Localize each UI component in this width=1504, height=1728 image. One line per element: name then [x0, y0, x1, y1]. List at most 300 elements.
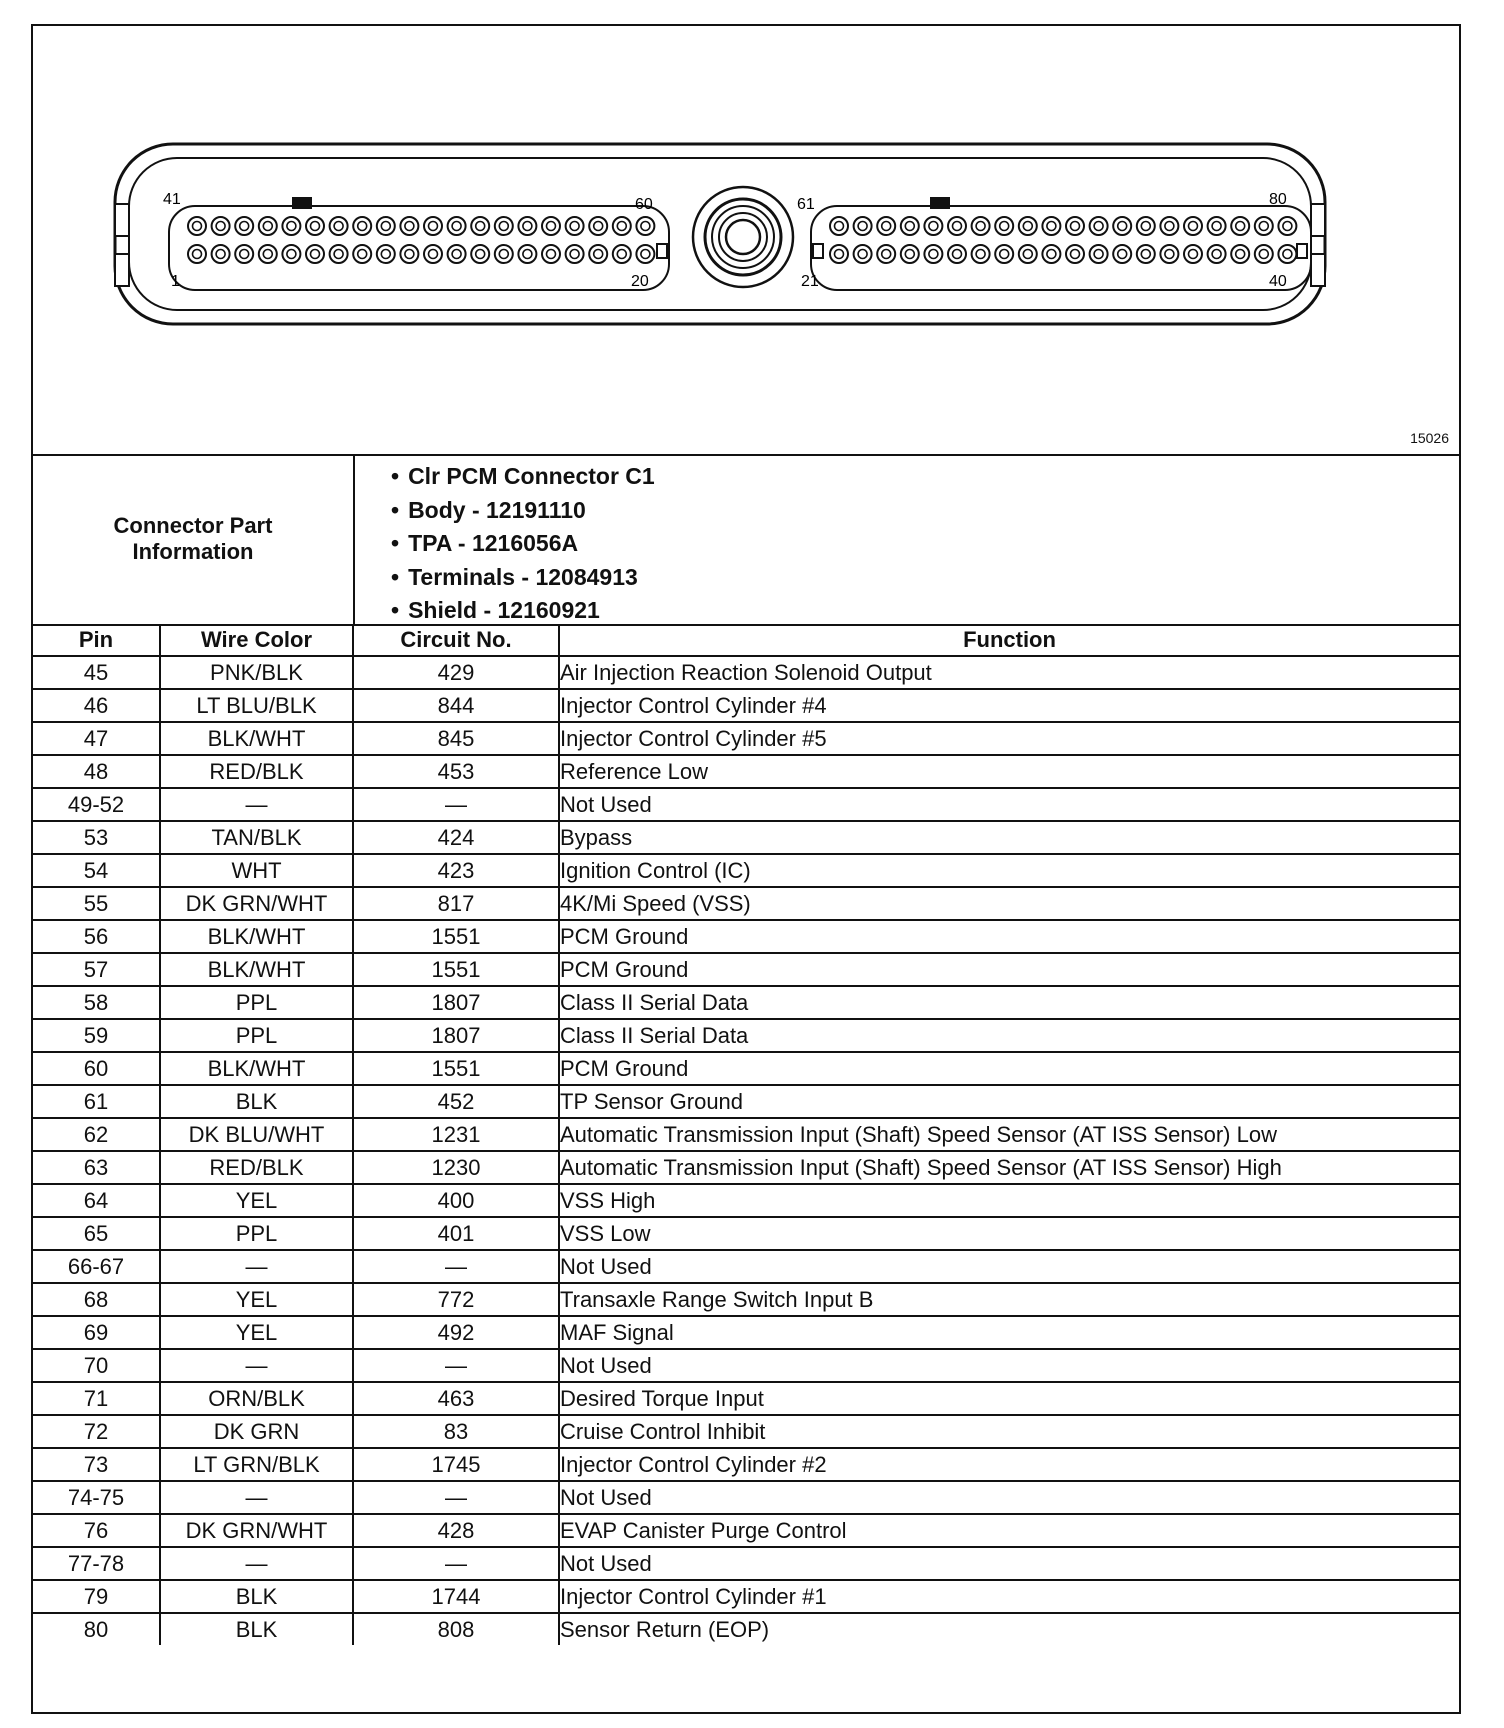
pin-hole — [471, 217, 489, 235]
pin-cell: 61 — [33, 1085, 160, 1118]
function-cell: EVAP Canister Purge Control — [559, 1514, 1459, 1547]
circuit-cell: 429 — [353, 656, 559, 689]
pin-hole-inner — [1236, 250, 1245, 259]
circuit-cell: 1230 — [353, 1151, 559, 1184]
pin-hole-inner — [334, 222, 343, 231]
center-boss-ring-2 — [712, 206, 774, 268]
function-cell: Not Used — [559, 1349, 1459, 1382]
wire-color-cell: DK GRN/WHT — [160, 887, 353, 920]
function-cell: Cruise Control Inhibit — [559, 1415, 1459, 1448]
pin-cell: 76 — [33, 1514, 160, 1547]
pin-cell: 69 — [33, 1316, 160, 1349]
connector-part-info-label-text: Connector Part Information — [113, 513, 273, 564]
pin-cell: 59 — [33, 1019, 160, 1052]
pin-cell: 48 — [33, 755, 160, 788]
wire-color-cell: DK GRN/WHT — [160, 1514, 353, 1547]
pin-hole — [854, 245, 872, 263]
part-item: • TPA - 1216056A — [391, 527, 655, 561]
center-boss-ring-1 — [705, 199, 781, 275]
pin-hole-inner — [429, 250, 438, 259]
figure-number: 15026 — [1410, 430, 1449, 446]
pin-cell: 80 — [33, 1613, 160, 1645]
function-cell: Desired Torque Input — [559, 1382, 1459, 1415]
circuit-cell: 423 — [353, 854, 559, 887]
pin-hole-inner — [405, 222, 414, 231]
pin-hole — [1231, 217, 1249, 235]
pin-hole — [400, 245, 418, 263]
table-row — [33, 1448, 1459, 1481]
pin-cell: 53 — [33, 821, 160, 854]
pin-hole — [948, 217, 966, 235]
pin-hole — [877, 217, 895, 235]
pin-cell: 73 — [33, 1448, 160, 1481]
pin-hole-inner — [835, 250, 844, 259]
circuit-cell: 1551 — [353, 920, 559, 953]
pin-hole — [1278, 217, 1296, 235]
pin-hole-inner — [1141, 250, 1150, 259]
pin-hole — [188, 217, 206, 235]
circuit-cell: 401 — [353, 1217, 559, 1250]
wire-color-cell: BLK/WHT — [160, 953, 353, 986]
table-row — [33, 1151, 1459, 1184]
circuit-cell: — — [353, 1250, 559, 1283]
function-cell: Bypass — [559, 821, 1459, 854]
left-latch-bottom — [115, 254, 129, 286]
pin-hole — [306, 245, 324, 263]
pin-hole — [188, 245, 206, 263]
pin-hole-inner — [1283, 222, 1292, 231]
header-pin: Pin — [33, 624, 160, 656]
function-cell: Injector Control Cylinder #5 — [559, 722, 1459, 755]
pin-hole-inner — [334, 250, 343, 259]
pin-hole-inner — [358, 222, 367, 231]
pin-hole-inner — [1283, 250, 1292, 259]
pin-hole — [972, 217, 990, 235]
function-cell: VSS High — [559, 1184, 1459, 1217]
pin-hole — [1066, 245, 1084, 263]
table-row — [33, 1481, 1459, 1514]
pin-hole — [400, 217, 418, 235]
pin-hole — [566, 245, 584, 263]
pin-label-41: 41 — [163, 191, 181, 208]
pin-cell: 64 — [33, 1184, 160, 1217]
pin-hole — [972, 245, 990, 263]
pin-hole — [448, 245, 466, 263]
pin-hole-inner — [1094, 222, 1103, 231]
wire-color-cell: BLK — [160, 1085, 353, 1118]
wire-color-cell: YEL — [160, 1184, 353, 1217]
pin-hole — [995, 245, 1013, 263]
part-item: • Body - 12191110 — [391, 494, 655, 528]
pin-hole — [566, 217, 584, 235]
pin-hole-inner — [287, 222, 296, 231]
table-row — [33, 1415, 1459, 1448]
pin-hole-inner — [216, 250, 225, 259]
pin-hole-inner — [240, 222, 249, 231]
pin-hole-inner — [216, 222, 225, 231]
pin-hole — [1113, 217, 1131, 235]
pin-hole-inner — [1023, 250, 1032, 259]
wire-color-cell: BLK/WHT — [160, 920, 353, 953]
center-boss-bolt — [726, 220, 760, 254]
pin-hole-inner — [1165, 250, 1174, 259]
pin-cell: 65 — [33, 1217, 160, 1250]
table-row — [33, 986, 1459, 1019]
table-row — [33, 821, 1459, 854]
pin-hole-inner — [953, 222, 962, 231]
pin-cell: 66-67 — [33, 1250, 160, 1283]
pin-hole — [924, 245, 942, 263]
left-polarity-marker — [292, 197, 312, 209]
circuit-cell: 772 — [353, 1283, 559, 1316]
circuit-cell: 844 — [353, 689, 559, 722]
function-cell: Not Used — [559, 1547, 1459, 1580]
pin-hole — [1090, 245, 1108, 263]
pin-hole-inner — [617, 222, 626, 231]
pin-cell: 49-52 — [33, 788, 160, 821]
table-row — [33, 722, 1459, 755]
pin-cell: 57 — [33, 953, 160, 986]
table-row — [33, 887, 1459, 920]
pin-label-61: 61 — [797, 196, 815, 213]
wire-color-cell: LT GRN/BLK — [160, 1448, 353, 1481]
circuit-cell: 452 — [353, 1085, 559, 1118]
pin-hole — [259, 245, 277, 263]
pin-label-40: 40 — [1269, 273, 1287, 290]
pin-hole-inner — [905, 250, 914, 259]
pin-cell: 74-75 — [33, 1481, 160, 1514]
function-cell: Reference Low — [559, 755, 1459, 788]
circuit-cell: 1744 — [353, 1580, 559, 1613]
part-item: • Shield - 12160921 — [391, 594, 655, 628]
pin-hole-inner — [976, 250, 985, 259]
pin-hole-inner — [358, 250, 367, 259]
table-row — [33, 1613, 1459, 1645]
pin-cell: 47 — [33, 722, 160, 755]
pin-hole-inner — [594, 250, 603, 259]
table-row — [33, 1118, 1459, 1151]
pin-hole — [1208, 217, 1226, 235]
pin-hole — [1042, 245, 1060, 263]
circuit-cell: 83 — [353, 1415, 559, 1448]
pin-hole — [330, 217, 348, 235]
table-row — [33, 689, 1459, 722]
pin-hole — [1019, 217, 1037, 235]
pin-hole — [495, 217, 513, 235]
function-cell: Injector Control Cylinder #4 — [559, 689, 1459, 722]
table-row — [33, 1283, 1459, 1316]
function-cell: Class II Serial Data — [559, 986, 1459, 1019]
pin-hole — [353, 217, 371, 235]
right-latch-top — [1311, 204, 1325, 236]
circuit-cell: 1745 — [353, 1448, 559, 1481]
pin-cell: 70 — [33, 1349, 160, 1382]
function-cell: Not Used — [559, 1481, 1459, 1514]
table-row — [33, 1547, 1459, 1580]
pin-hole-inner — [499, 250, 508, 259]
table-row — [33, 1580, 1459, 1613]
pin-hole-inner — [547, 250, 556, 259]
pin-hole-inner — [263, 250, 272, 259]
pin-hole — [589, 245, 607, 263]
pin-hole — [259, 217, 277, 235]
pin-hole — [353, 245, 371, 263]
pin-hole — [330, 245, 348, 263]
pin-hole — [1184, 245, 1202, 263]
wire-color-cell: DK GRN — [160, 1415, 353, 1448]
pin-cell: 63 — [33, 1151, 160, 1184]
connector-part-info-label — [33, 454, 355, 624]
function-cell: MAF Signal — [559, 1316, 1459, 1349]
pin-cell: 68 — [33, 1283, 160, 1316]
table-row — [33, 788, 1459, 821]
pin-hole-inner — [1094, 250, 1103, 259]
function-cell: 4K/Mi Speed (VSS) — [559, 887, 1459, 920]
circuit-cell: — — [353, 1481, 559, 1514]
pin-cell: 55 — [33, 887, 160, 920]
pin-hole-inner — [1118, 222, 1127, 231]
pin-hole — [901, 217, 919, 235]
pin-hole — [518, 217, 536, 235]
wire-color-cell: YEL — [160, 1316, 353, 1349]
wire-color-cell: PNK/BLK — [160, 656, 353, 689]
wire-color-cell: — — [160, 1481, 353, 1514]
wire-color-cell: BLK — [160, 1580, 353, 1613]
pin-hole — [589, 217, 607, 235]
pin-hole — [1184, 217, 1202, 235]
pin-hole-inner — [1165, 222, 1174, 231]
pin-hole-inner — [976, 222, 985, 231]
pin-hole — [377, 245, 395, 263]
table-row — [33, 1316, 1459, 1349]
pin-hole-inner — [1047, 250, 1056, 259]
pin-hole — [1231, 245, 1249, 263]
right-key-inner — [813, 244, 823, 258]
circuit-cell: 463 — [353, 1382, 559, 1415]
pin-hole-inner — [240, 250, 249, 259]
header-wire-color: Wire Color — [160, 624, 353, 656]
circuit-cell: 817 — [353, 887, 559, 920]
pin-hole-inner — [1071, 222, 1080, 231]
pin-hole — [924, 217, 942, 235]
pin-hole-inner — [1071, 250, 1080, 259]
function-cell: Not Used — [559, 1250, 1459, 1283]
pin-hole — [306, 217, 324, 235]
pin-hole-inner — [523, 222, 532, 231]
circuit-cell: 492 — [353, 1316, 559, 1349]
pin-hole-inner — [1118, 250, 1127, 259]
right-polarity-marker — [930, 197, 950, 209]
pin-hole — [830, 245, 848, 263]
wire-color-cell: RED/BLK — [160, 755, 353, 788]
table-row — [33, 1085, 1459, 1118]
pin-hole — [282, 245, 300, 263]
wire-color-cell: RED/BLK — [160, 1151, 353, 1184]
pin-hole-inner — [452, 222, 461, 231]
pin-hole-inner — [570, 222, 579, 231]
pin-hole-inner — [858, 250, 867, 259]
right-latch-bottom — [1311, 254, 1325, 286]
pin-hole-inner — [1212, 222, 1221, 231]
table-row — [33, 1250, 1459, 1283]
function-cell: PCM Ground — [559, 1052, 1459, 1085]
pin-hole-inner — [641, 250, 650, 259]
pin-hole — [1137, 217, 1155, 235]
pin-hole-inner — [405, 250, 414, 259]
pin-hole-inner — [617, 250, 626, 259]
circuit-cell: — — [353, 1547, 559, 1580]
pin-holes — [188, 217, 1296, 263]
pin-hole — [212, 217, 230, 235]
pin-hole-inner — [882, 222, 891, 231]
pin-hole-inner — [452, 250, 461, 259]
wire-color-cell: DK BLU/WHT — [160, 1118, 353, 1151]
wire-color-cell: BLK/WHT — [160, 722, 353, 755]
function-cell: Automatic Transmission Input (Shaft) Speed Sensor (AT ISS Sensor) Low — [559, 1118, 1459, 1151]
table-row — [33, 1184, 1459, 1217]
table-row — [33, 1349, 1459, 1382]
connector-diagram — [33, 26, 1459, 456]
pin-hole-inner — [499, 222, 508, 231]
pin-hole — [1160, 217, 1178, 235]
connector-part-list — [391, 460, 655, 628]
table-row — [33, 854, 1459, 887]
function-cell: PCM Ground — [559, 953, 1459, 986]
pin-hole — [542, 245, 560, 263]
wire-color-cell: — — [160, 1349, 353, 1382]
pin-cell: 79 — [33, 1580, 160, 1613]
pin-hole-inner — [953, 250, 962, 259]
wire-color-cell: TAN/BLK — [160, 821, 353, 854]
table-row — [33, 1052, 1459, 1085]
pin-hole-inner — [193, 222, 202, 231]
part-item: • Clr PCM Connector C1 — [391, 460, 655, 494]
circuit-cell: 453 — [353, 755, 559, 788]
table-row — [33, 755, 1459, 788]
pin-hole — [448, 217, 466, 235]
pin-hole-inner — [905, 222, 914, 231]
pin-hole — [995, 217, 1013, 235]
pin-hole — [948, 245, 966, 263]
circuit-cell: 1807 — [353, 986, 559, 1019]
pin-cell: 71 — [33, 1382, 160, 1415]
function-cell: Sensor Return (EOP) — [559, 1613, 1459, 1645]
pin-cell: 62 — [33, 1118, 160, 1151]
pin-hole — [1255, 245, 1273, 263]
wire-color-cell: BLK/WHT — [160, 1052, 353, 1085]
pin-hole — [1255, 217, 1273, 235]
table-row — [33, 953, 1459, 986]
pin-hole-inner — [311, 250, 320, 259]
pin-hole — [212, 245, 230, 263]
table-header-row — [33, 624, 1459, 656]
pin-hole-inner — [1141, 222, 1150, 231]
pin-cell: 54 — [33, 854, 160, 887]
pin-hole-inner — [594, 222, 603, 231]
pin-hole — [471, 245, 489, 263]
pin-hole-inner — [929, 222, 938, 231]
table-row — [33, 1019, 1459, 1052]
pin-hole — [1090, 217, 1108, 235]
pin-hole-inner — [1189, 222, 1198, 231]
pin-hole-inner — [476, 250, 485, 259]
pin-hole-inner — [1023, 222, 1032, 231]
pin-hole-inner — [263, 222, 272, 231]
pin-hole — [854, 217, 872, 235]
table-row — [33, 656, 1459, 689]
center-boss — [693, 187, 793, 287]
circuit-cell: 1807 — [353, 1019, 559, 1052]
pin-hole-inner — [882, 250, 891, 259]
pin-hole — [1042, 217, 1060, 235]
pin-hole — [282, 217, 300, 235]
wire-color-cell: YEL — [160, 1283, 353, 1316]
right-key-outer — [1297, 244, 1307, 258]
pin-hole-inner — [1000, 250, 1009, 259]
pin-hole — [636, 245, 654, 263]
pin-hole-inner — [1000, 222, 1009, 231]
pin-hole — [613, 217, 631, 235]
wire-color-cell: PPL — [160, 986, 353, 1019]
pin-hole — [1066, 217, 1084, 235]
pin-hole — [518, 245, 536, 263]
function-cell: PCM Ground — [559, 920, 1459, 953]
pin-hole — [613, 245, 631, 263]
pinout-table — [33, 624, 1459, 1645]
circuit-cell: — — [353, 1349, 559, 1382]
function-cell: Not Used — [559, 788, 1459, 821]
pin-hole-inner — [641, 222, 650, 231]
circuit-cell: 400 — [353, 1184, 559, 1217]
wire-color-cell: LT BLU/BLK — [160, 689, 353, 722]
circuit-cell: 1231 — [353, 1118, 559, 1151]
pin-hole — [495, 245, 513, 263]
pin-hole — [1208, 245, 1226, 263]
table-row — [33, 1514, 1459, 1547]
part-item: • Terminals - 12084913 — [391, 561, 655, 595]
pin-hole — [1278, 245, 1296, 263]
header-function: Function — [559, 624, 1459, 656]
pin-cell: 72 — [33, 1415, 160, 1448]
pin-hole — [1113, 245, 1131, 263]
connector-drawing — [33, 26, 1459, 454]
pin-hole-inner — [1047, 222, 1056, 231]
pin-hole-inner — [547, 222, 556, 231]
circuit-cell: 845 — [353, 722, 559, 755]
pin-cell: 58 — [33, 986, 160, 1019]
wire-color-cell: — — [160, 1250, 353, 1283]
connector-part-info — [33, 454, 1459, 626]
function-cell: Injector Control Cylinder #2 — [559, 1448, 1459, 1481]
pin-cell: 56 — [33, 920, 160, 953]
function-cell: Automatic Transmission Input (Shaft) Speed Sensor (AT ISS Sensor) High — [559, 1151, 1459, 1184]
wire-color-cell: WHT — [160, 854, 353, 887]
pin-hole-inner — [523, 250, 532, 259]
pin-hole-inner — [929, 250, 938, 259]
circuit-cell: 428 — [353, 1514, 559, 1547]
function-cell: Air Injection Reaction Solenoid Output — [559, 656, 1459, 689]
wire-color-cell: BLK — [160, 1613, 353, 1645]
pin-hole — [424, 245, 442, 263]
pin-label-20: 20 — [631, 273, 649, 290]
pin-hole-inner — [858, 222, 867, 231]
pin-hole — [235, 245, 253, 263]
pin-hole-inner — [476, 222, 485, 231]
circuit-cell: 1551 — [353, 953, 559, 986]
table-row — [33, 1217, 1459, 1250]
pinout-rows — [33, 656, 1459, 1645]
pin-hole — [542, 217, 560, 235]
